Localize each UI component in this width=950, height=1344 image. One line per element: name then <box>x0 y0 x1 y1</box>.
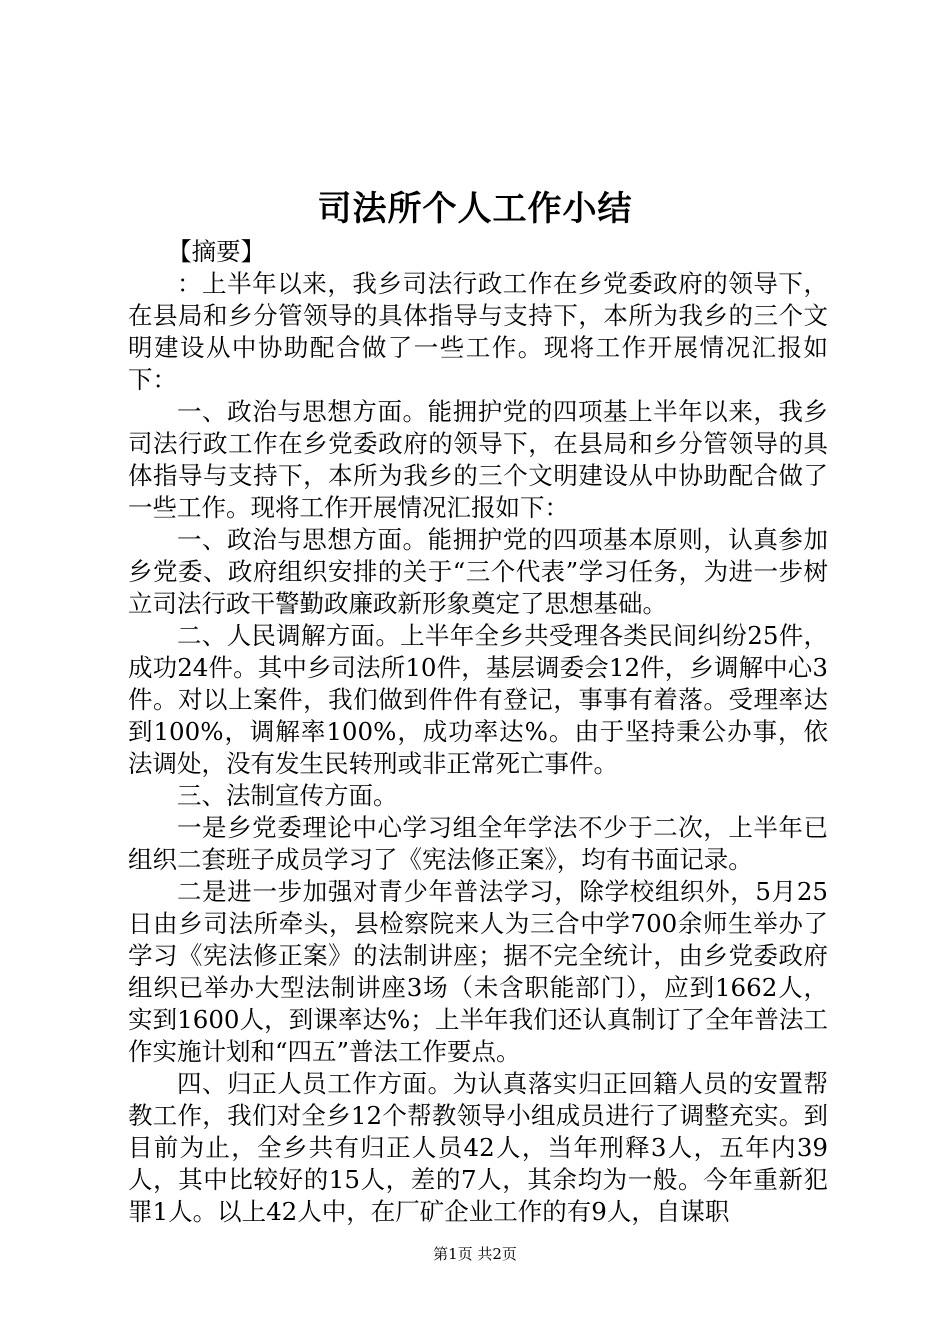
paragraph-mediation: 二、人民调解方面。上半年全乡共受理各类民间纠纷25件，成功24件。其中乡司法所10件，基层调委会12件，乡调解中心3件。对以上案件，我们做到件件有登记，事事有着落。受理率达到100%，调解率100%，成功率达%。由于坚持秉公办事，依法调处，没有发生民转刑或非正常死亡事件。 <box>128 621 828 778</box>
paragraph-released-persons: 四、归正人员工作方面。为认真落实归正回籍人员的安置帮教工作，我们对全乡12个帮教领导小组成员进行了调整充实。到目前为止，全乡共有归正人员42人，当年刑释3人，五年内39人，其中比较好的15人，差的7人，其余均为一般。今年重新犯罪1人。以上42人中，在厂矿企业工作的有9人，自谋职 <box>128 1069 828 1226</box>
abstract-label: 【摘要】 <box>167 237 266 266</box>
paragraph-politics-repeat: 一、政治与思想方面。能拥护党的四项基上半年以来，我乡司法行政工作在乡党委政府的领导下，在县局和乡分管领导的具体指导与支持下，本所为我乡的三个文明建设从中协助配合做了一些工作。现将工作开展情况汇报如下： <box>128 397 828 522</box>
document-body <box>128 236 828 1228</box>
paragraph-publicity-item-2: 二是进一步加强对青少年普法学习，除学校组织外，5月25日由乡司法所牵头，县检察院来人为三合中学700余师生举办了学习《宪法修正案》的法制讲座；据不完全统计，由乡党委政府组织已举办大型法制讲座3场（未含职能部门），应到1662人，实到1600人，到课率达%；上半年我们还认真制订了全年普法工作实施计划和“四五”普法工作要点。 <box>128 877 828 1066</box>
paragraph-politics: 一、政治与思想方面。能拥护党的四项基本原则，认真参加乡党委、政府组织安排的关于“三个代表”学习任务，为进一步树立司法行政干警勤政廉政新形象奠定了思想基础。 <box>128 525 828 618</box>
paragraph-intro: ：上半年以来，我乡司法行政工作在乡党委政府的领导下，在县局和乡分管领导的具体指导与支持下，本所为我乡的三个文明建设从中协助配合做了一些工作。现将工作开展情况汇报如下： <box>128 269 828 394</box>
document-title: 司法所个人工作小结 <box>317 189 633 229</box>
paragraph-publicity-item-1: 一是乡党委理论中心学习组全年学法不少于二次，上半年已组织二套班子成员学习了《宪法修正案》，均有书面记录。 <box>128 813 828 874</box>
paragraph-legal-publicity-heading: 三、法制宣传方面。 <box>177 781 398 810</box>
page-footer: 第1页 共2页 <box>433 1245 517 1263</box>
